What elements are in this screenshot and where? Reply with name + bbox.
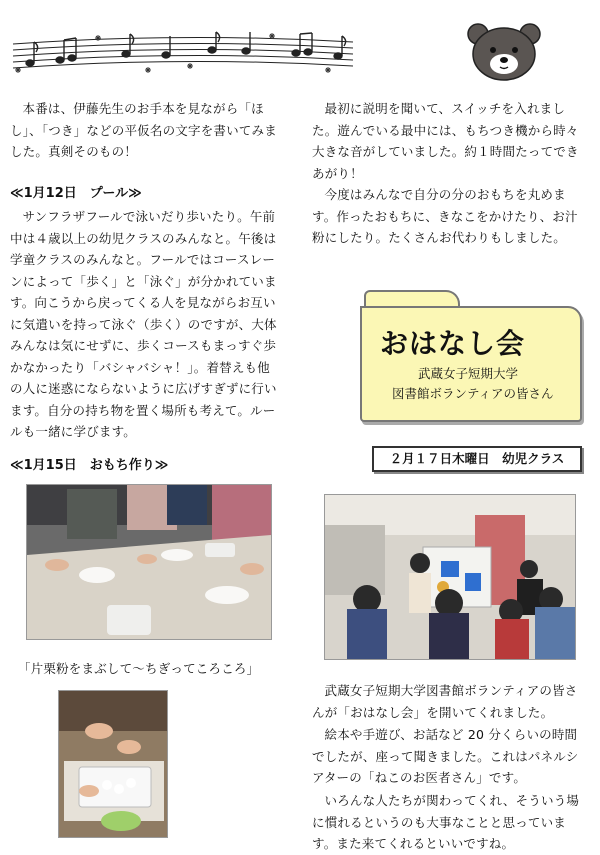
story-title: おはなし会 [380,327,526,360]
intro-paragraph: 本番は、伊藤先生のお手本を見ながら「ほし」、「つき」などの平仮名の文字を書いてみました。真剣そのもの！ [10,101,277,159]
mochi-paragraph-2: 今度はみんなで自分の分のおもちを丸めます。作ったおもちに、きなこをかけたり、お汁粉にしたり。たくさんお代わりもしました。 [312,187,578,245]
story-paragraph-1: 武蔵女子短期大学図書館ボランティアの皆さんが「おはなし会」を開いてくれました。 [312,683,578,720]
music-notes-banner [8,28,358,80]
bear-face-icon [466,22,542,82]
mochi-making-photo [26,484,272,640]
story-subtitle-college: 武蔵女子短期大学 [418,366,519,381]
mochi-caption: 「片栗粉をまぶして〜ちぎってころころ」 [18,661,260,676]
mochi-heading: ≪1月15日 おもち作り≫ [10,458,169,473]
panel-theater-photo [324,494,576,660]
story-paragraph-2: 絵本や手遊び、お話など 20 分くらいの時間でしたが、座って聞きました。これはパネルシアターの「ねこのお医者さん」です。 [312,727,579,785]
pool-heading: ≪1月12日 プール≫ [10,186,142,201]
rolling-mochi-photo [58,690,168,838]
event-date-label: ２月１７日木曜日 幼児クラス [372,446,582,472]
mochi-paragraph-1: 最初に説明を聞いて、スイッチを入れました。遊んでいる最中には、もちつき機から時々大きな音がしていました。約１時間たってできあがり！ [312,101,579,181]
story-paragraph-3: いろんな人たちが関わってくれ、そういう場に慣れるというのも大事なことと思っています。また来てくれるといいですね。 [312,793,580,851]
pool-paragraph: サンフラザフールで泳いだり歩いたり。午前中は４歳以上の幼児クラスのみんなと。午後は学童クラスのみんなと。フールではコースレーンによって「歩く」と「泳ぐ」が分かれています。向こうから戻ってくる人を見ながらお互いに気遣いを持って泳ぐ（歩く）のですが、大体みんなは気にせずに、歩くコースもまっすぐ歩かなかったり「バシャバシャ！」。着替えも他の人に迷惑にならないように広げすぎずに行います。自分の持ち物を置く場所も考えて。ルールも一緒に学びます。 [10,209,277,439]
story-event-folder [360,306,582,422]
story-subtitle-volunteers: 図書館ボランティアの皆さん [392,386,554,401]
